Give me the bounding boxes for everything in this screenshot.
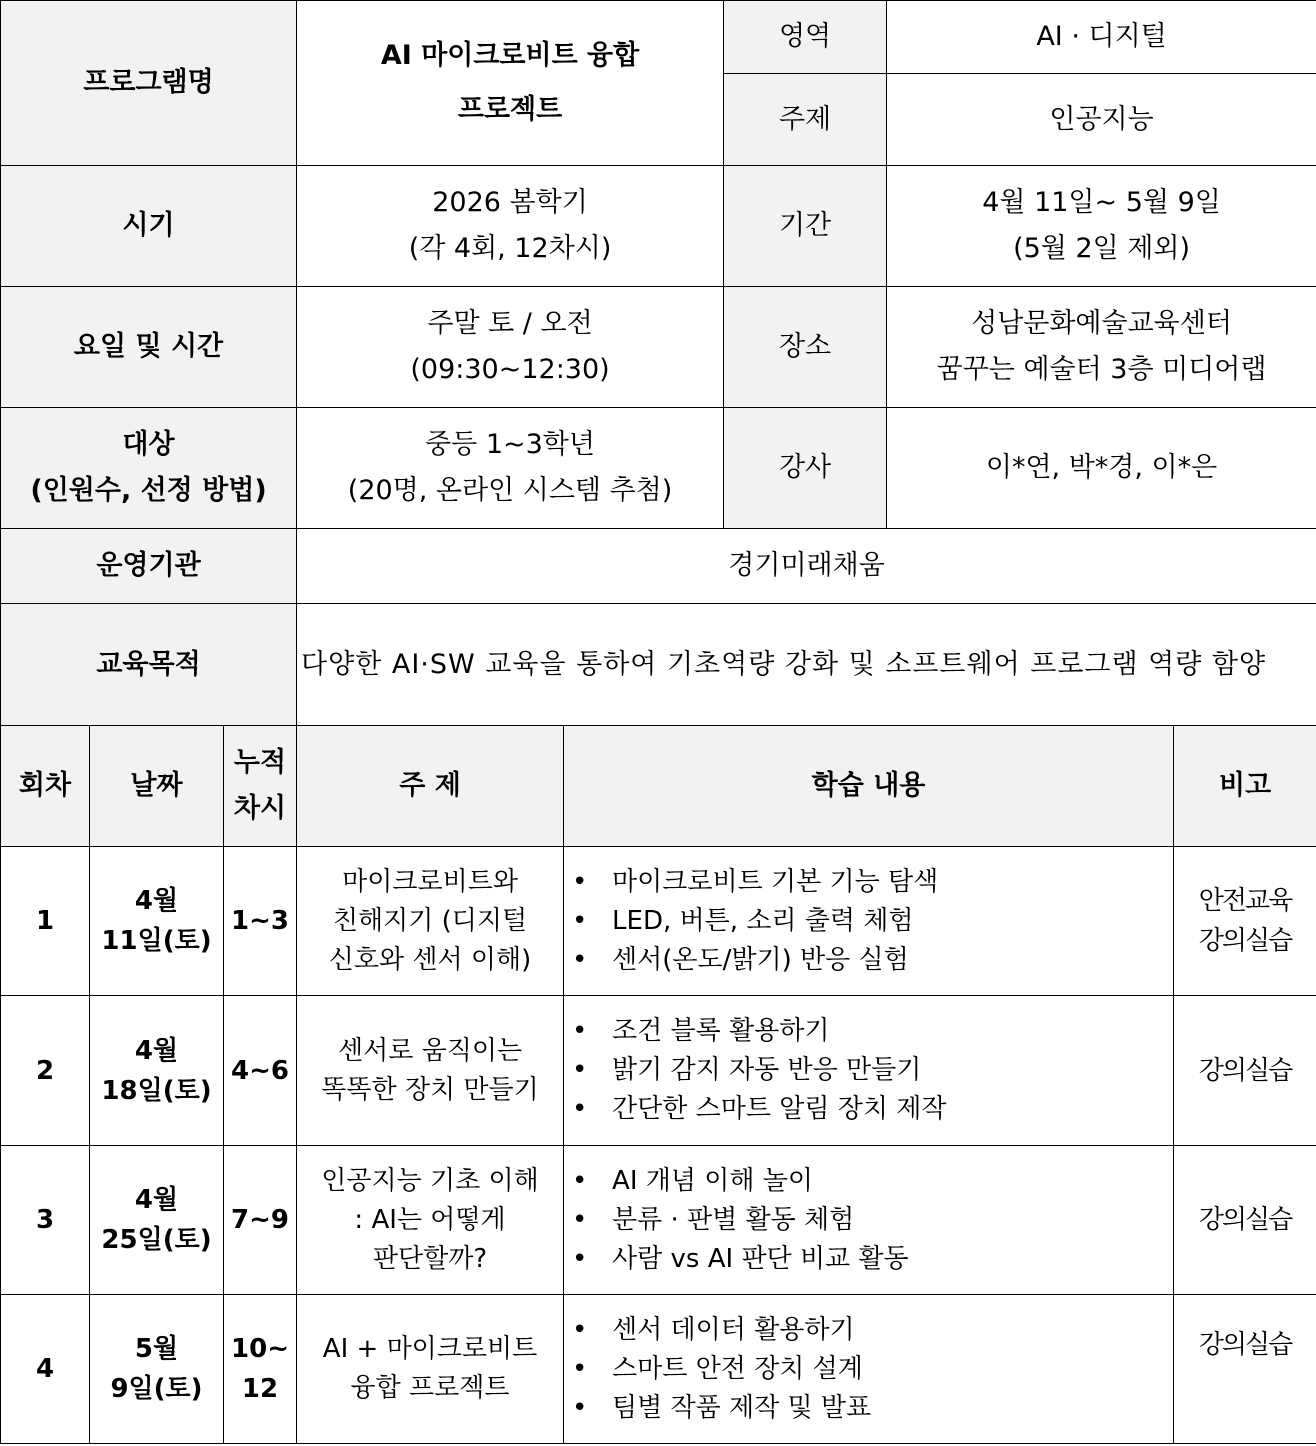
topic-cell: 인공지능 기초 이해 : AI는 어떻게 판단할까?: [297, 1146, 564, 1295]
sessions-cell: 10~ 12: [224, 1295, 297, 1444]
list-item: • 센서 데이터 활용하기: [572, 1314, 855, 1345]
round-cell: 2: [1, 996, 90, 1146]
topic-cell: 마이크로비트와 친해지기 (디지털 신호와 센서 이해): [297, 847, 564, 996]
target-label: 대상 (인원수, 선정 방법): [1, 408, 297, 529]
topic-value: 인공지능: [887, 74, 1316, 166]
list-item: • 센서(온도/밝기) 반응 실험: [572, 944, 909, 975]
note-cell: 강의실습: [1174, 1295, 1316, 1444]
target-value: 중등 1~3학년 (20명, 온라인 시스템 추첨): [297, 408, 724, 529]
round-cell: 1: [1, 847, 90, 996]
date-cell: 4월 25일(토): [90, 1146, 224, 1295]
content-header: 학습 내용: [564, 726, 1174, 847]
period-label: 기간: [724, 166, 887, 287]
program-name-label: 프로그램명: [1, 1, 297, 166]
date-cell: 4월 11일(토): [90, 847, 224, 996]
cumulative-header: 누적 차시: [224, 726, 297, 847]
list-item: • AI 개념 이해 놀이: [572, 1165, 813, 1196]
date-cell: 5월 9일(토): [90, 1295, 224, 1444]
teacher-label: 강사: [724, 408, 887, 529]
list-item: • 조건 블록 활용하기: [572, 1016, 830, 1046]
list-item: • LED, 버튼, 소리 출력 체험: [572, 905, 914, 936]
sessions-cell: 7~9: [224, 1146, 297, 1295]
season-value: 2026 봄학기 (각 4회, 12차시): [297, 166, 724, 287]
note-cell: 안전교육 강의실습: [1174, 847, 1316, 996]
program-name-value: AI 마이크로비트 융합 프로젝트: [297, 1, 724, 166]
table-row: [1, 847, 1316, 996]
list-item: • 스마트 안전 장치 설계: [572, 1353, 863, 1384]
goal-label: 교육목적: [1, 604, 297, 726]
day-time-value: 주말 토 / 오전 (09:30~12:30): [297, 287, 724, 408]
note-cell: 강의실습: [1174, 996, 1316, 1146]
content-cell: [564, 1295, 1174, 1444]
topic-label: 주제: [724, 74, 887, 166]
place-label: 장소: [724, 287, 887, 408]
content-cell: [564, 847, 1174, 996]
sessions-cell: 4~6: [224, 996, 297, 1146]
org-value: 경기미래채움: [297, 529, 1316, 604]
table-row: [1, 1146, 1316, 1295]
list-item: • 간단한 스마트 알림 장치 제작: [572, 1094, 947, 1124]
list-item: • 분류 · 판별 활동 체험: [572, 1204, 855, 1235]
season-label: 시기: [1, 166, 297, 287]
note-cell: 강의실습: [1174, 1146, 1316, 1295]
topic-header: 주 제: [297, 726, 564, 847]
list-item: • 사람 vs AI 판단 비교 활동: [572, 1243, 909, 1274]
org-label: 운영기관: [1, 529, 297, 604]
topic-cell: 센서로 움직이는 똑똑한 장치 만들기: [297, 996, 564, 1146]
area-value: AI · 디지털: [887, 1, 1316, 74]
teacher-value: 이*연, 박*경, 이*은: [887, 408, 1316, 529]
note-header: 비고: [1174, 726, 1316, 847]
period-value: 4월 11일~ 5월 9일 (5월 2일 제외): [887, 166, 1316, 287]
place-value: 성남문화예술교육센터 꿈꾸는 예술터 3층 미디어랩: [887, 287, 1316, 408]
date-header: 날짜: [90, 726, 224, 847]
round-header: 회차: [1, 726, 90, 847]
content-cell: [564, 1146, 1174, 1295]
list-item: • 밝기 감지 자동 반응 만들기: [572, 1055, 922, 1085]
list-item: • 마이크로비트 기본 기능 탐색: [572, 866, 939, 897]
area-label: 영역: [724, 1, 887, 74]
table-row: [1, 996, 1316, 1146]
round-cell: 3: [1, 1146, 90, 1295]
goal-value: 다양한 AI·SW 교육을 통하여 기초역량 강화 및 소프트웨어 프로그램 역량 함양: [297, 604, 1316, 726]
content-cell: [564, 996, 1174, 1146]
topic-cell: AI + 마이크로비트 융합 프로젝트: [297, 1295, 564, 1444]
list-item: • 팀별 작품 제작 및 발표: [572, 1392, 872, 1423]
sessions-cell: 1~3: [224, 847, 297, 996]
round-cell: 4: [1, 1295, 90, 1444]
table-row: [1, 1295, 1316, 1444]
day-time-label: 요일 및 시간: [1, 287, 297, 408]
date-cell: 4월 18일(토): [90, 996, 224, 1146]
